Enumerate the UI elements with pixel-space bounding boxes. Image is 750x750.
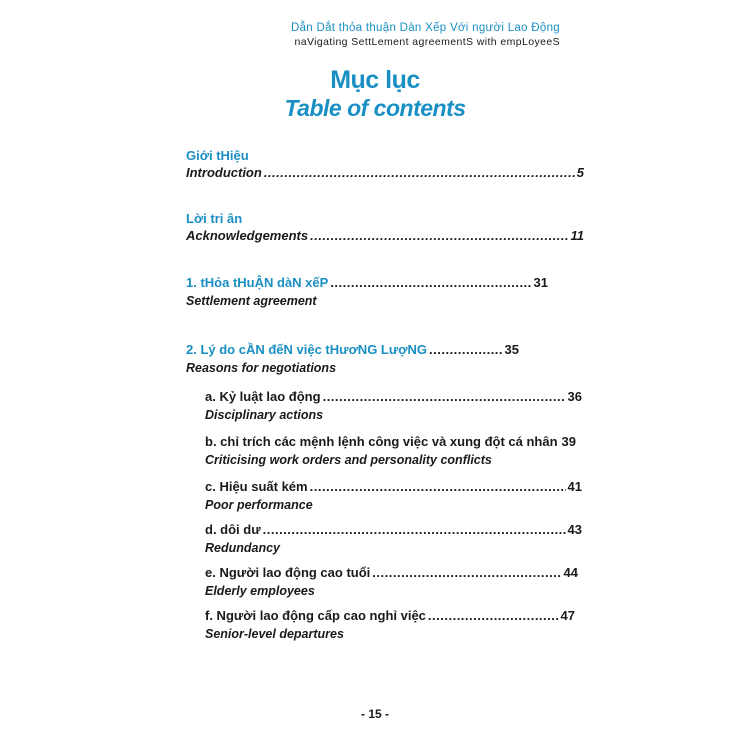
toc-entry-section-1[interactable] xyxy=(186,275,548,308)
toc-entry-en: Settlement agreement xyxy=(186,294,317,308)
toc-entry-en: Reasons for negotiations xyxy=(186,361,337,375)
toc-page-number: 31 xyxy=(533,275,548,290)
toc-entry-en: Poor performance xyxy=(205,498,313,512)
toc-entry-vi: d. dôi dư xyxy=(205,522,261,537)
toc-entry-en: Introduction xyxy=(186,165,262,180)
toc-entry-en: Elderly employees xyxy=(205,584,315,598)
leader-dots xyxy=(310,228,568,243)
toc-entry-vi: b. chỉ trích các mệnh lệnh công việc và xung đột cá nhân xyxy=(205,434,558,449)
toc-entry-line xyxy=(186,228,584,243)
page-title xyxy=(0,66,750,122)
toc-page-number: 41 xyxy=(567,479,582,494)
toc-subentry-a[interactable] xyxy=(205,389,582,422)
toc-entry-line xyxy=(186,342,519,357)
title-en: Table of contents xyxy=(284,95,466,121)
toc-entry-line xyxy=(186,165,584,180)
toc-page-number: 36 xyxy=(567,389,582,404)
toc-entry-vi: a. Kỷ luật lao động xyxy=(205,389,321,404)
leader-dots xyxy=(323,389,566,404)
toc-entry-en: Senior-level departures xyxy=(205,627,344,641)
toc-entry-line xyxy=(205,434,576,449)
toc-page-number: 43 xyxy=(567,522,582,537)
toc-subentry-f[interactable] xyxy=(205,608,575,641)
toc-entry-line xyxy=(205,389,582,404)
toc-entry-section-2[interactable] xyxy=(186,342,519,375)
toc-subentry-b[interactable] xyxy=(205,434,576,467)
page-number: - 15 - xyxy=(360,707,389,721)
toc-page-number: 44 xyxy=(563,565,578,580)
toc-entry-acknowledgements[interactable] xyxy=(186,211,584,243)
toc-entry-vi: c. Hiệu suất kém xyxy=(205,479,308,494)
leader-dots xyxy=(372,565,561,580)
leader-dots xyxy=(429,342,503,357)
toc-entry-en: Disciplinary actions xyxy=(205,408,324,422)
leader-dots xyxy=(263,522,566,537)
running-header-en: naVigating SettLement agreementS with empLoyeeS xyxy=(294,36,560,48)
leader-dots xyxy=(428,608,559,623)
toc-subentry-e[interactable] xyxy=(205,565,578,598)
toc-entry-introduction[interactable] xyxy=(186,148,584,180)
toc-entry-line xyxy=(205,565,578,580)
toc-entry-line xyxy=(205,608,575,623)
toc-entry-en: Redundancy xyxy=(205,541,281,555)
toc-page-number: 5 xyxy=(576,165,584,180)
toc-page-number: 35 xyxy=(504,342,519,357)
toc-page-number: 11 xyxy=(570,228,584,243)
toc-entry-vi: 1. tHỏa tHuẬN dàN xếP xyxy=(186,275,329,290)
toc-subentry-d[interactable] xyxy=(205,522,582,555)
toc-page-number: 47 xyxy=(560,608,575,623)
toc-entry-line xyxy=(186,275,548,290)
title-vi: Mục lục xyxy=(330,66,420,94)
toc-entry-vi: Giới tHiệu xyxy=(186,148,249,163)
running-header-vi: Dẫn Dắt thỏa thuận Dàn Xếp Với người Lao Động xyxy=(291,22,560,34)
leader-dots xyxy=(310,479,566,494)
running-header xyxy=(291,22,560,48)
toc-entry-en: Acknowledgements xyxy=(186,228,309,243)
toc-entry-vi: Lời tri ân xyxy=(186,211,243,226)
leader-dots xyxy=(330,275,531,290)
toc-subentry-c[interactable] xyxy=(205,479,582,512)
leader-dots xyxy=(264,165,575,180)
toc-entry-vi: 2. Lý do cẦN đếN việc tHươNG LượNG xyxy=(186,342,428,357)
toc-page-number: 39 xyxy=(561,434,576,449)
toc-entry-vi: e. Người lao động cao tuổi xyxy=(205,565,371,580)
toc-entry-en: Criticising work orders and personality conflicts xyxy=(205,453,492,467)
toc-entry-vi: f. Người lao động cấp cao nghỉ việc xyxy=(205,608,426,623)
toc-entry-line xyxy=(205,479,582,494)
toc-entry-line xyxy=(205,522,582,537)
